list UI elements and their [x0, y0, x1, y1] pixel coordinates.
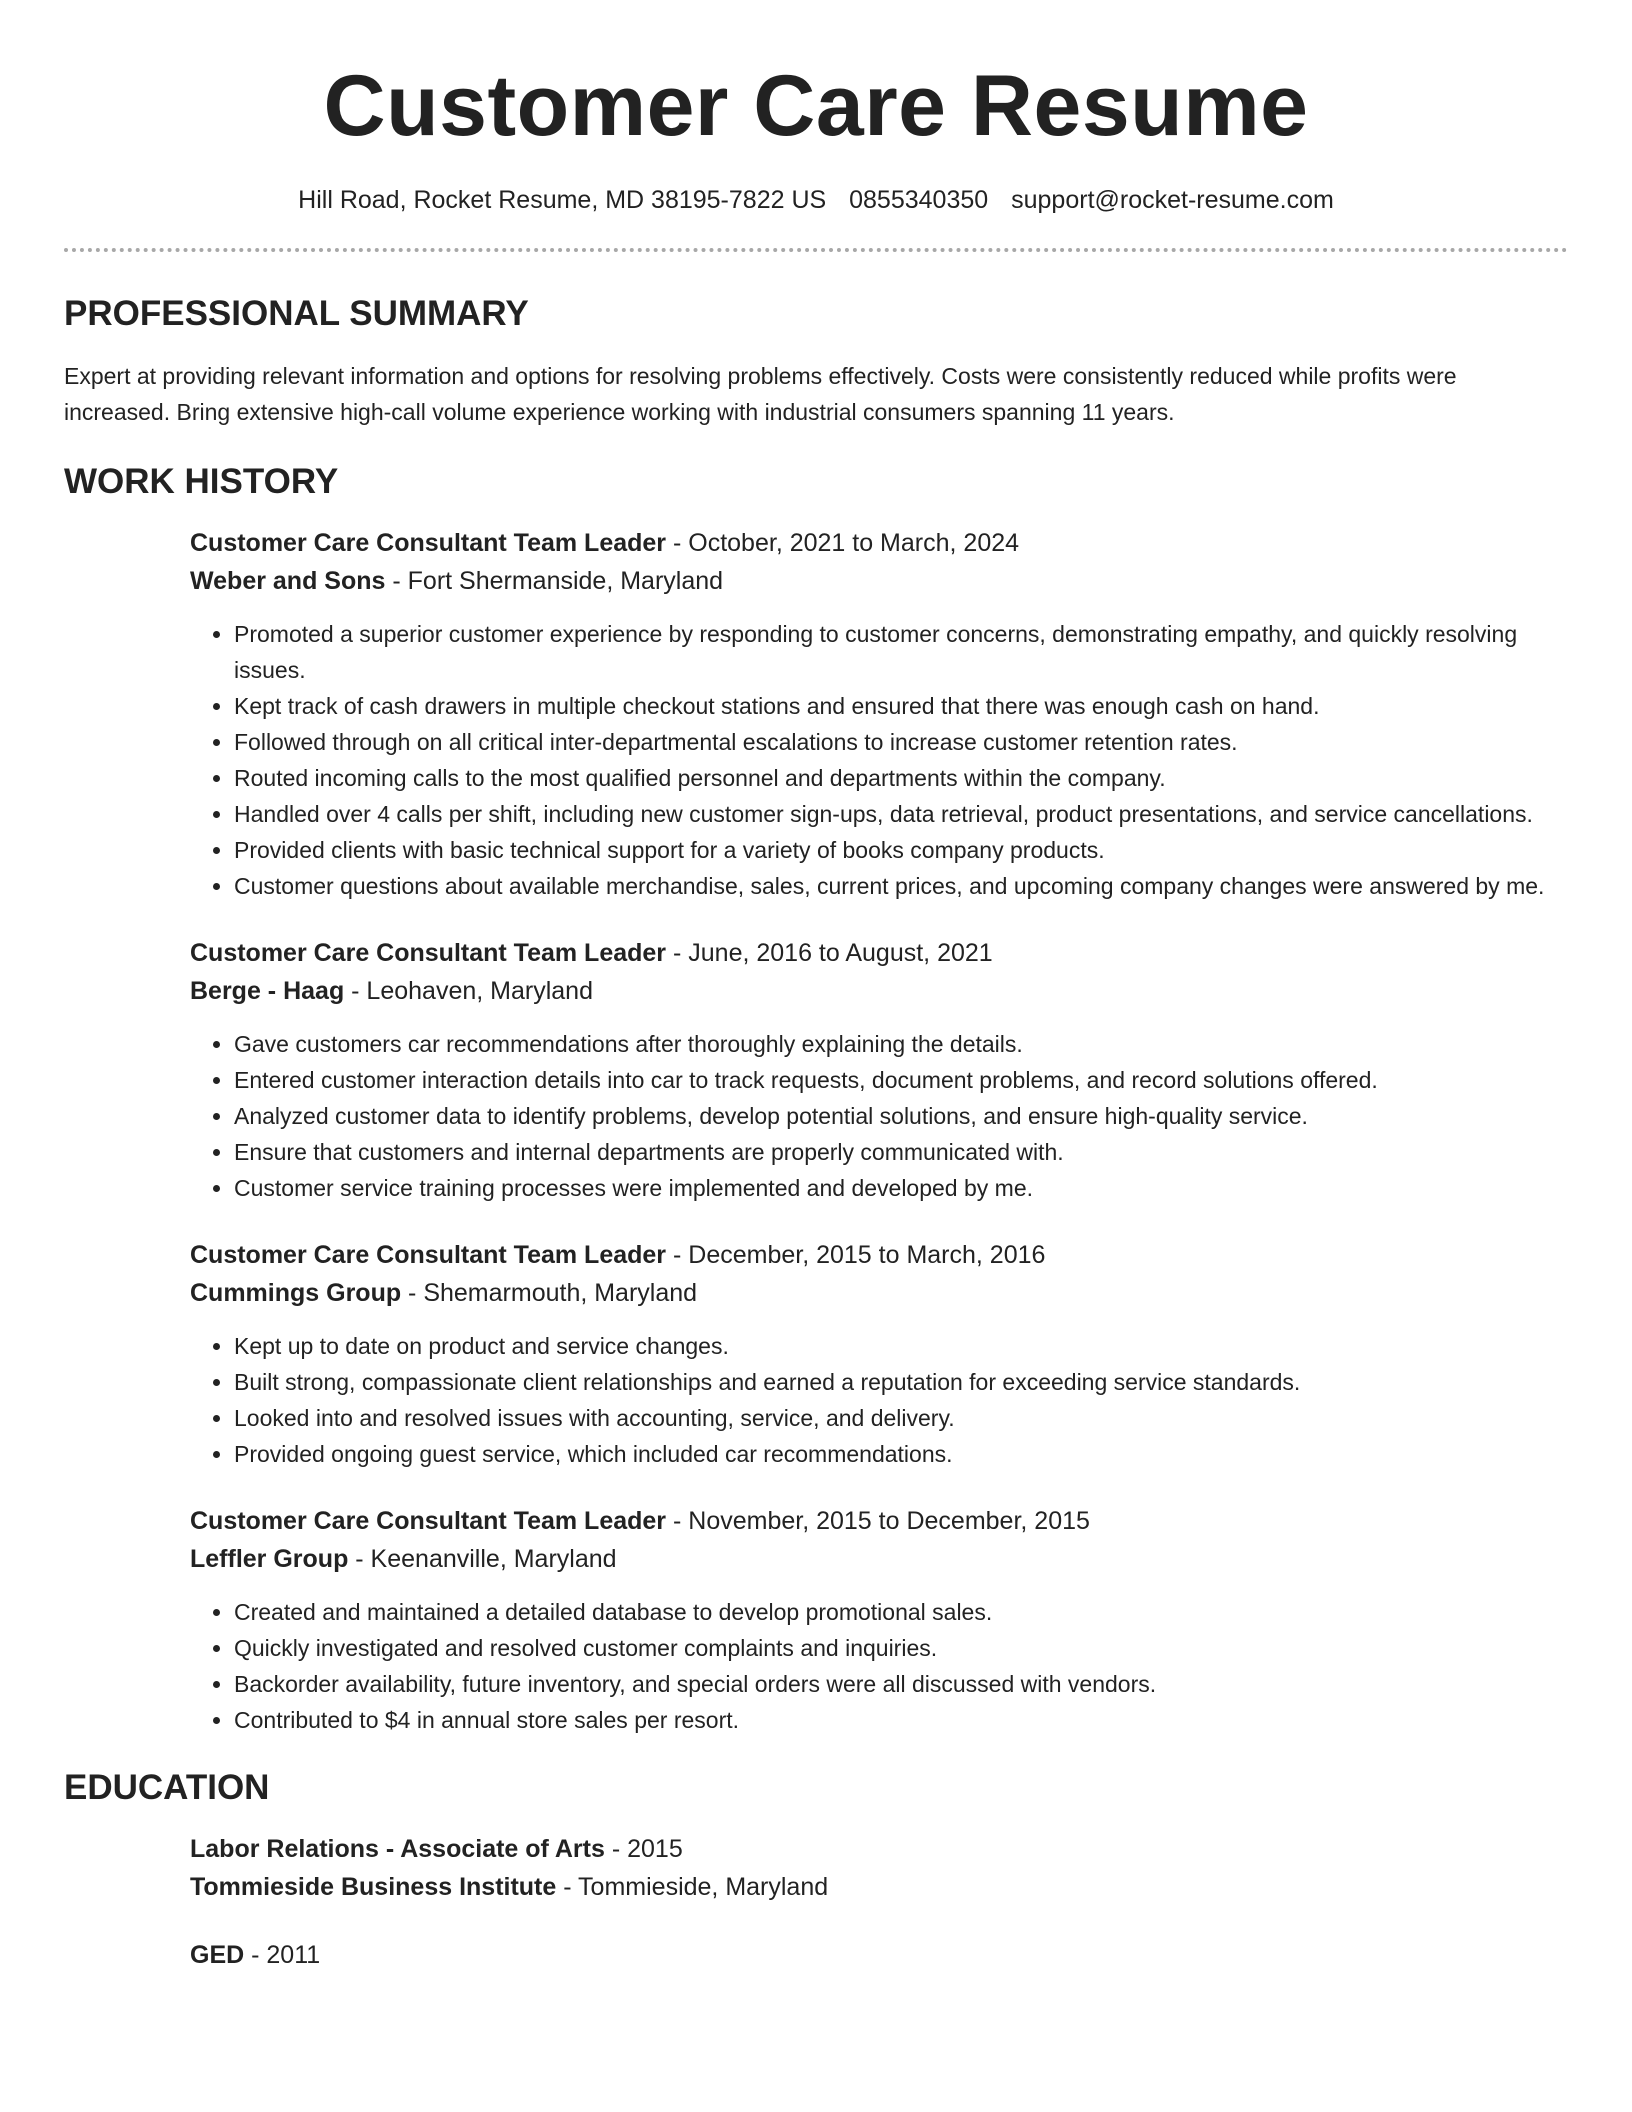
- job-bullet: • Followed through on all critical inter-departmental escalations to increase customer retention rates.: [234, 724, 1568, 760]
- job-company-line: [190, 1274, 1568, 1312]
- job-location: - Leohaven, Maryland: [344, 977, 593, 1005]
- job-entry: [190, 934, 1568, 1206]
- job-bullets: [190, 616, 1568, 904]
- job-bullet: • Ensure that customers and internal departments are properly communicated with.: [234, 1134, 1568, 1170]
- job-entry: [190, 1236, 1568, 1472]
- contact-address: Hill Road, Rocket Resume, MD 38195-7822 US: [298, 186, 827, 214]
- job-title-line: [190, 1502, 1568, 1540]
- job-location: - Fort Shermanside, Maryland: [385, 567, 724, 595]
- job-entry: [190, 524, 1568, 904]
- summary-text: Expert at providing relevant information and options for resolving problems effectively. Costs were consistently reduced while profits were increased. Bring extensive high-call volume experience working with industrial consumers spanning 11 years.: [64, 363, 1457, 425]
- job-company: Berge - Haag: [190, 977, 345, 1005]
- job-bullets: [190, 1594, 1568, 1738]
- job-title-line: [190, 1236, 1568, 1274]
- summary-heading: PROFESSIONAL SUMMARY: [64, 294, 529, 333]
- contact-email: support@rocket-resume.com: [1011, 186, 1334, 214]
- job-title: Customer Care Consultant Team Leader: [190, 1507, 667, 1535]
- job-company: Leffler Group: [190, 1545, 349, 1573]
- job-dates: - December, 2015 to March, 2016: [666, 1241, 1046, 1269]
- job-company: Cummings Group: [190, 1279, 402, 1307]
- education-school-line: [190, 1868, 1568, 1906]
- job-title: Customer Care Consultant Team Leader: [190, 939, 667, 967]
- education-degree-line: [190, 1936, 1568, 1974]
- summary-section: [64, 292, 1568, 430]
- job-bullets: [190, 1026, 1568, 1206]
- job-title: Customer Care Consultant Team Leader: [190, 1241, 667, 1269]
- job-bullet: • Kept up to date on product and service changes.: [234, 1328, 1568, 1364]
- education-degree: GED: [190, 1941, 245, 1969]
- job-bullet: • Customer questions about available merchandise, sales, current prices, and upcoming company changes were answered by me.: [234, 868, 1568, 904]
- resume-page: [64, 0, 1568, 1974]
- job-location: - Shemarmouth, Maryland: [401, 1279, 698, 1307]
- work-history-section: [64, 460, 1568, 1738]
- job-bullet: • Backorder availability, future inventory, and special orders were all discussed with vendors.: [234, 1666, 1568, 1702]
- job-bullet: • Routed incoming calls to the most qualified personnel and departments within the company.: [234, 760, 1568, 796]
- job-bullet: • Provided ongoing guest service, which included car recommendations.: [234, 1436, 1568, 1472]
- job-bullet: • Provided clients with basic technical support for a variety of books company products.: [234, 832, 1568, 868]
- education-heading: EDUCATION: [64, 1768, 270, 1807]
- education-degree-line: [190, 1830, 1568, 1868]
- education-year: - 2015: [604, 1835, 683, 1863]
- education-year: - 2011: [244, 1941, 321, 1969]
- job-bullet: • Promoted a superior customer experience by responding to customer concerns, demonstrating empathy, and quickly resolving issues.: [234, 616, 1568, 688]
- header-divider: [64, 248, 1568, 252]
- job-company-line: [190, 1540, 1568, 1578]
- job-bullet: • Kept track of cash drawers in multiple checkout stations and ensured that there was enough cash on hand.: [234, 688, 1568, 724]
- job-bullet: • Looked into and resolved issues with accounting, service, and delivery.: [234, 1400, 1568, 1436]
- education-entry: [190, 1936, 1568, 1974]
- job-bullet: • Contributed to $4 in annual store sales per resort.: [234, 1702, 1568, 1738]
- education-section: [64, 1766, 1568, 1974]
- education-location: - Tommieside, Maryland: [556, 1873, 829, 1901]
- job-bullet: • Customer service training processes were implemented and developed by me.: [234, 1170, 1568, 1206]
- job-bullet: • Handled over 4 calls per shift, including new customer sign-ups, data retrieval, product presentations, and service cancellations.: [234, 796, 1568, 832]
- job-entry: [190, 1502, 1568, 1738]
- job-dates: - November, 2015 to December, 2015: [666, 1507, 1090, 1535]
- contact-line: [64, 184, 1568, 216]
- job-title-line: [190, 524, 1568, 562]
- job-title: Customer Care Consultant Team Leader: [190, 529, 667, 557]
- job-bullet: • Entered customer interaction details into car to track requests, document problems, and record solutions offered.: [234, 1062, 1568, 1098]
- resume-title: Customer Care Resume: [323, 58, 1309, 154]
- job-bullet: • Analyzed customer data to identify problems, develop potential solutions, and ensure high-quality service.: [234, 1098, 1568, 1134]
- job-company-line: [190, 562, 1568, 600]
- job-bullet: • Gave customers car recommendations after thoroughly explaining the details.: [234, 1026, 1568, 1062]
- job-dates: - June, 2016 to August, 2021: [666, 939, 993, 967]
- education-school: Tommieside Business Institute: [190, 1873, 557, 1901]
- job-location: - Keenanville, Maryland: [348, 1545, 617, 1573]
- job-bullet: • Created and maintained a detailed database to develop promotional sales.: [234, 1594, 1568, 1630]
- education-entry: [190, 1830, 1568, 1906]
- job-company: Weber and Sons: [190, 567, 386, 595]
- work-history-heading: WORK HISTORY: [64, 462, 339, 501]
- contact-phone: 0855340350: [849, 186, 989, 214]
- job-bullet: • Quickly investigated and resolved customer complaints and inquiries.: [234, 1630, 1568, 1666]
- job-dates: - October, 2021 to March, 2024: [666, 529, 1020, 557]
- job-company-line: [190, 972, 1568, 1010]
- job-title-line: [190, 934, 1568, 972]
- education-degree: Labor Relations - Associate of Arts: [190, 1835, 605, 1863]
- job-bullet: • Built strong, compassionate client relationships and earned a reputation for exceeding service standards.: [234, 1364, 1568, 1400]
- job-bullets: [190, 1328, 1568, 1472]
